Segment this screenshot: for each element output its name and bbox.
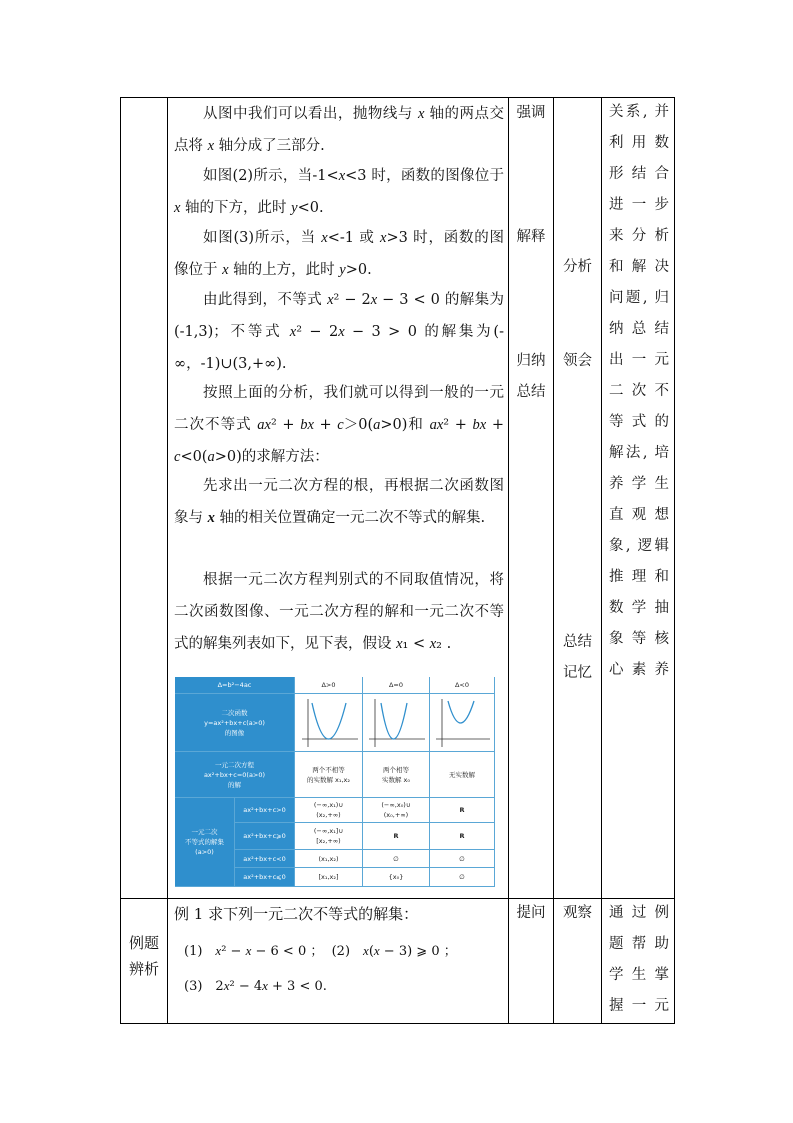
inequality-le: ax²+bx+c⩽0 <box>235 868 295 887</box>
table-header-zero: Δ=0 <box>363 677 430 694</box>
equation-two-roots: 两个不相等 的实数解 x₁,x₂ <box>295 752 363 798</box>
paragraph-6: 先求出一元二次方程的根，再根据二次函数图象与 x 轴的相关位置确定一元二次不等式的解集. <box>174 478 504 526</box>
example-line-1: (1) x² − x − 6 < 0 ； (2) x(x − 3) ⩾ 0 ； <box>184 943 457 959</box>
sol-gt-one: (−∞,x₀)∪ (x₀,+∞) <box>363 798 430 823</box>
sol-ge-none: R <box>430 823 495 850</box>
table-row-inequality-label: 一元二次 不等式的解集 (a>0) <box>175 798 235 887</box>
table-row-equation-label: 一元二次方程 ax²+bx+c=0(a>0) 的解 <box>175 752 295 798</box>
inequality-lt: ax²+bx+c<0 <box>235 850 295 868</box>
sol-le-two: [x₁,x₂] <box>295 868 363 887</box>
student-activity-4: 记忆 <box>563 665 592 681</box>
table-header-positive: Δ>0 <box>295 677 363 694</box>
graph-one-root <box>363 694 430 752</box>
col-divider-1 <box>167 97 168 1023</box>
sol-ge-one: R <box>363 823 430 850</box>
table-header-delta: Δ=b²−4ac <box>175 677 295 694</box>
paragraph-7: 根据一元二次方程判别式的不同取值情况，将二次函数图像、一元二次方程的解和一元二次不等式的解集列表如下，见下表，假设 x₁ < x₂ . <box>174 572 504 652</box>
graph-no-root <box>430 694 495 752</box>
sol-lt-one: ∅ <box>363 850 430 868</box>
table-row-graph-label: 二次函数 y=ax²+bx+c(a>0) 的图像 <box>175 694 295 752</box>
col-divider-3 <box>553 97 554 1023</box>
sol-le-one: {x₀} <box>363 868 430 887</box>
paragraph-3: 如图(3)所示，当 x<-1 或 x>3 时，函数的图像位于 x 轴的上方，此时 y>0. <box>174 230 505 278</box>
teacher-activity-1: 强调 <box>516 105 546 121</box>
teacher-activity-3: 归纳 <box>516 353 546 369</box>
parabola-one-root-graph <box>363 695 429 751</box>
student-activity-1: 分析 <box>563 259 592 275</box>
sol-gt-none: R <box>430 798 495 823</box>
example-line-3: (3) 2x² − 4x + 3 < 0. <box>184 978 327 994</box>
equation-no-root: 无实数解 <box>430 752 495 798</box>
sol-le-none: ∅ <box>430 868 495 887</box>
paragraph-4: 由此得到，不等式 x² − 2x − 3 < 0 的解集为(-1,3)；不等式 x² − 2x − 3 > 0 的解集为(-∞，-1)∪(3,+∞). <box>174 292 505 372</box>
equation-one-root: 两个相等 实数解 x₀ <box>363 752 430 798</box>
example-student: 观察 <box>563 905 592 921</box>
inequality-gt: ax²+bx+c>0 <box>235 798 295 823</box>
teacher-activity-2: 解释 <box>516 229 546 245</box>
student-activity-2: 领会 <box>563 353 592 369</box>
graph-two-roots <box>295 694 363 752</box>
teacher-activity-4: 总结 <box>516 384 546 400</box>
paragraph-2: 如图(2)所示，当-1<x<3 时，函数的图像位于 x 轴的下方，此时 y<0. <box>174 168 504 216</box>
parabola-no-root-graph <box>430 695 494 751</box>
col-divider-2 <box>508 97 509 1023</box>
sol-gt-two: (−∞,x₁)∪ (x₂,+∞) <box>295 798 363 823</box>
example-intent: 通过例 题帮助 学生掌 握一元 <box>609 905 669 1014</box>
inequality-ge: ax²+bx+c⩾0 <box>235 823 295 850</box>
student-activity-3: 总结 <box>563 634 592 650</box>
paragraph-5: 按照上面的分析，我们就可以得到一般的一元二次不等式 ax² + bx + c＞0(a>0)和 ax² + bx + c<0(a>0)的求解方法： <box>174 385 504 465</box>
sol-lt-none: ∅ <box>430 850 495 868</box>
design-intent: 关系, 并 利用数 形结合 进一步 来分析 和解决 问题, 归 纳总结 出一元 二次不 等式的 解法, 培 养学生 直观想 象, 逻辑 推理和 数学抽 象等核 心素养 <box>609 104 669 678</box>
section-label: 例题 辨析 <box>128 934 159 978</box>
example-teacher: 提问 <box>516 905 546 921</box>
col-divider-4 <box>601 97 602 1023</box>
summary-table <box>175 677 495 887</box>
example-title: 例 1 求下列一元二次不等式的解集： <box>174 905 419 923</box>
paragraph-1: 从图中我们可以看出，抛物线与 x 轴的两点交点将 x 轴分成了三部分. <box>174 106 505 154</box>
table-header-negative: Δ<0 <box>430 677 495 694</box>
sol-lt-two: (x₁,x₂) <box>295 850 363 868</box>
sol-ge-two: (−∞,x₁]∪ [x₂,+∞) <box>295 823 363 850</box>
parabola-two-roots-graph <box>296 695 362 751</box>
